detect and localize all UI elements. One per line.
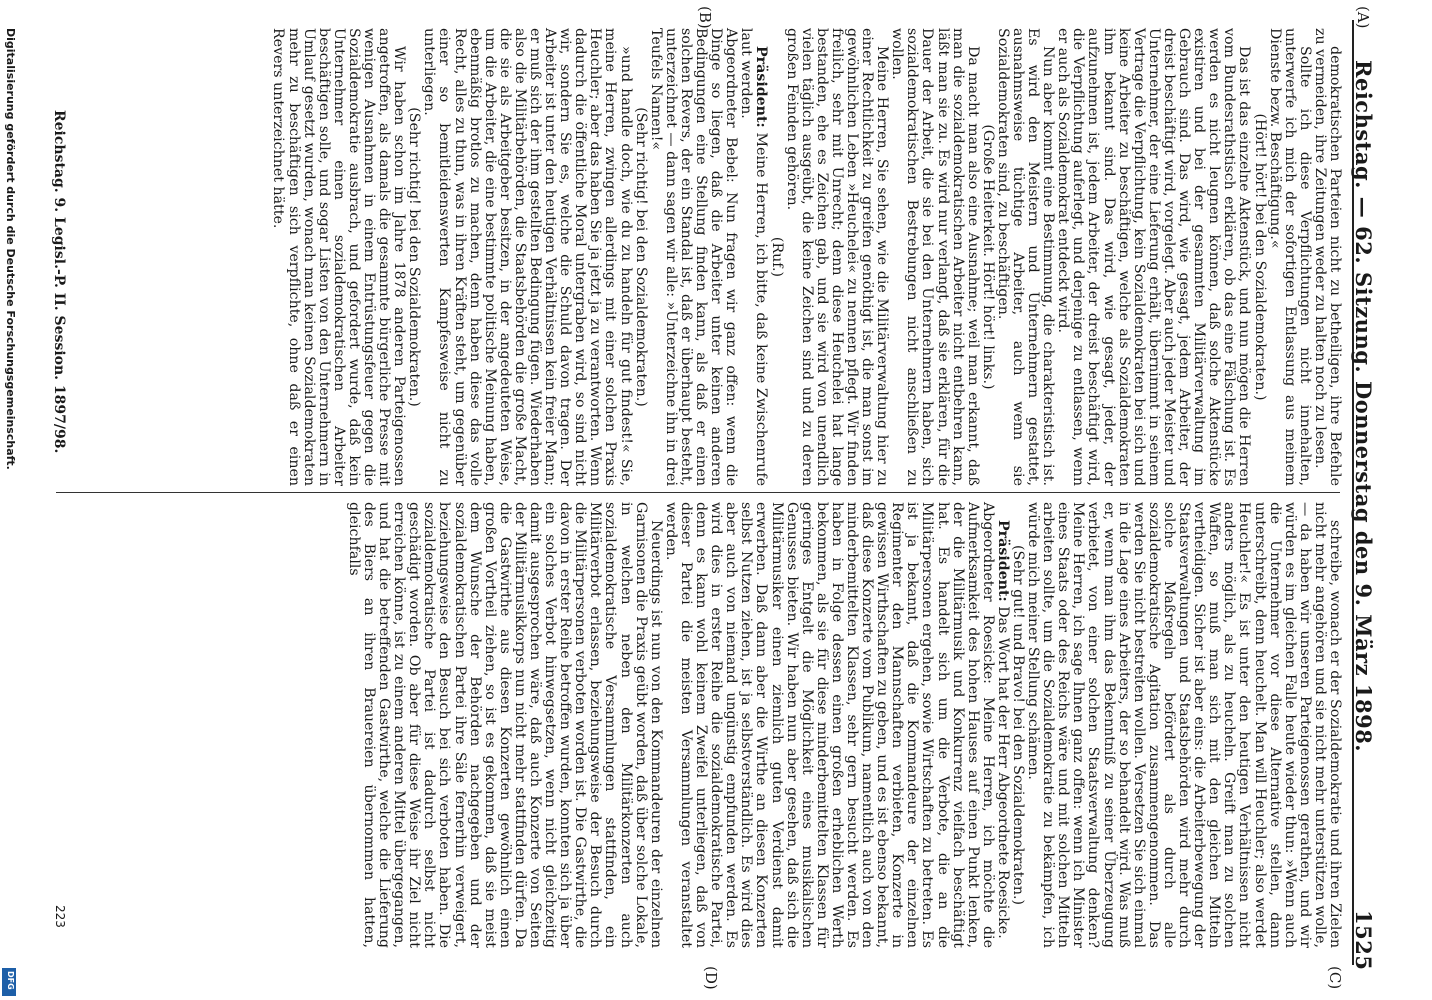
- dfg-attribution: Digitalisierung gefördert durch die Deutsche Forschungsgemeinschaft.: [4, 28, 17, 470]
- speaker-label: Präsident:: [753, 46, 770, 128]
- interjection: (Ruf.): [768, 236, 785, 278]
- speech-paragraph: [738, 28, 768, 486]
- speech-text: Das Wort hat der Herr Abgeordnete Roesicke.: [994, 606, 1011, 939]
- interjection: (Hört! hört! bei den Sozialdemokraten.): [1251, 113, 1268, 401]
- column-divider: [56, 492, 1340, 493]
- running-title: Reichstag. — 62. Sitzung. Donnerstag den 9. März 1898.: [1351, 60, 1376, 753]
- body-paragraph: Meine Herren, Sie sehen, wie die Militärverwaltung hier zu einer Rechtlichkeit zu greifen genöthigt ist, die man sonst im gewöhnlichen Leben »Heuchelei« zu nennen pflegt. Wir finden freilich, sehr mit Unrecht; denn diese Heuchelei hat lange bestanden, ehe es Zeichen gab, und sie wird von unendlich vielen täglich ausgeübt, die keine Zeichen sind und zu deren großen Feinden gehören.: [783, 28, 891, 486]
- body-paragraph: Nun aber kommt eine Bestimmung, die charakteristisch ist. Es wird den Meistern und Unternehmern gestattet, ausnahmsweise tüchtige Arbeiter, auch wenn sie Sozialdemokraten sind, zu beschäftigen.: [994, 28, 1057, 486]
- margin-mark-d: (D): [702, 966, 720, 990]
- margin-mark-b: (B): [696, 6, 714, 29]
- speech-text: Meine Herren, ich bitte, daß keine Zwischenrufe laut werden.: [738, 28, 770, 486]
- interjection: (Sehr richtig! bei den Sozialdemokraten.): [406, 107, 423, 407]
- margin-mark-a: (A): [1354, 6, 1372, 29]
- body-paragraph: Neuerdings ist nun von den Kommandeuren der einzelnen Garnisonen die Praxis geübt worden, daß über solche Lokale, in welchen neben den Militärkonzerten auch sozialdemokratische Versammlungen stattfinden, ein Militärverbot erlassen, beziehungsweise der Besuch durch die Militärpersonen verboten worden ist. Die Gastwirthe, die davon in erster Reihe betroffen wurden, konnten sich ja über ein solches Verbot hinwegsetzen, wenn nicht gleichzeitig damit ausgesprochen wäre, daß auch Konzerte von Seiten der Militärmusikkorps nun nicht mehr stattfinden dürfen. Da die Gastwirthe aus diesen Konzerten gewöhnlich einen großen Vortheil ziehen, so ist es gekommen, daß sie meist dem Wunsche der Behörden nachgegeben und der sozialdemokratischen Partei ihre Säle fernerhin verweigert, beziehungsweise den Besuch bei sich verboten haben. Die sozialdemokratische Partei ist dadurch selbst nicht geschädigt worden. Ob aber für diese Weise ihr Ziel nicht erreichen könne, ist zu einem anderen Mittel übergegangen, und hat die betreffenden Gastwirthe, welche die Lieferung des Biers an ihren Brauereien übernommen hatten, gleichfalls: [345, 502, 664, 948]
- body-paragraph: »und handle doch, wie du zu handeln für gut findest!« Sie, meine Herren, zwingen allerdings mit einer solchen Praxis Heuchler; aber das haben Sie ja jetzt ja zu verantworten. Wenn dadurch die öffentliche Moral untergraben wird, so sind nicht wir, sondern Sie es, welche die Schuld davon tragen. Der Arbeiter ist unter den heutigen Verhältnissen kein freier Mann; er muß sich der ihm gestellten Bedingung fügen. Wiederhaben also die Militärbehörden, die Staatsbehörden die große Macht, die sie als Arbeitgeber besitzen, in der angedeuteten Weise, um die Arbeiter, die eine bestimmte politische Meinung haben, ebenmäßig brotlos zu machen, denn haben diese das volle Recht, alles zu thun, was in ihren Kräften steht, um gegenüber einer so bemitleidenswerten Kampfesweise nicht zu unterliegen.: [421, 28, 634, 486]
- speech-paragraph: [995, 502, 1010, 948]
- body-paragraph: Abgeordneter Bebel: Nun fragen wir ganz offen: wenn die Dinge so liegen, daß die Arbeiter unter keinen anderen Bedingungen eine Stellung finden kann, als daß er einen solchen Revers, der ein Standal ist, daß er überhaupt besteht, unterzeichnet — dann sagen wir alle: »Unterzeichne ihn in drei Teufels Namen!«: [647, 28, 740, 486]
- dfg-logo-label: DFG: [6, 971, 15, 990]
- session-reference: Reichstag. 9. Legisl.-P. II. Session. 1897/98.: [51, 110, 67, 454]
- interjection: (Große Heiterkeit. Hört! hört! links.): [979, 124, 996, 390]
- body-paragraph: demokratischen Parteien nicht zu betheiligen, ihre Befehle zu vermeiden, ihre Zeitungen weder zu halten noch zu lesen.: [1311, 28, 1343, 486]
- dfg-logo-icon: [2, 968, 16, 996]
- text-column-left: [62, 28, 1342, 486]
- body-paragraph: Sollte ich diese Verpflichtungen nicht innehalten, unterwerfe ich mich der sofortigen Entlassung aus meinem Dienste bezw. Beschäftigung.«: [1266, 28, 1313, 486]
- speaker-label: Präsident:: [994, 520, 1011, 602]
- interjection: (Sehr richtig! bei den Sozialdemokraten.): [632, 107, 649, 407]
- body-paragraph: Das ist das einzelne Aktenstück, und nun mögen die Herren vom Bundesrathstisch erklären, ob das eine Fälschung ist. Es werden es nicht leugnen können, daß solche Aktenstücke existiren und bei der gesammten Militärverwaltung im Gebrauch sind. Das wird, wie gesagt, jedem Arbeiter, der dreist beschäftigt wird, vorgelegt. Aber auch jeder Meister und Unternehmer, der eine Lieferung erhält, übernimmt in seinem Vertrage die Verpflichtung, kein Sozialdemokraten bei sich und keine Arbeiter zu beschäftigen, welche als Sozialdemokraten ihm bekannt sind. Das wird, wie gesagt, jeder, der aufzunehmen ist, jedem Arbeiter, der dreist beschäftigt wird, die Verpflichtung auferlegt, und derjenige zu entlassen, wenn er auch als Sozialdemokrat entdeckt wird.: [1055, 28, 1253, 486]
- body-paragraph: schreibe, wonach er der Sozialdemokratie und ihren Zielen nicht mehr angehören und sie nicht mehr unterstützen wolle, — da haben wir unseren Parteigenossen gerathen, und wir würden es im gleichen Falle heute wieder thun: »Wenn auch die Unternehmer vor diese Alternative stellen, dann unterschreibt, denn heuchelt. Man will Heuchler; also werdet Heuchler!« Es ist unter den heutigen Verhältnissen nicht anders möglich, als zu heucheln. Greift man zu solchen Waffen, so muß man sich mit den gleichen Mitteln vertheidigen. Sicher ist aber eins: die Arbeiterbewegung der Staatsverwaltungen und Staatsbehörden wird mehr durch solche Maßregeln befördert als durch alle sozialdemokratische Agitation zusammengenommen. Das werden Sie nicht bestreiten wollen. Versetzen Sie sich einmal in die Lage eines Arbeiters, der so behandelt wird. Was muß er, wenn man ihm das Bekenntniß zu seiner Überzeugung verbietet, von einer solchen Staatsverwaltung denken? Meine Herren, ich sage Ihnen ganz offen: wenn ich Minister eines Staats oder des Reichs wäre und mit solchen Mitteln arbeiten sollte, um die Sozialdemokratie zu bekämpfen, ich würde mich meiner Stellung schämen.: [1025, 502, 1343, 948]
- body-paragraph: Abgeordneter Roesicke: Meine Herren, ich möchte die Aufmerksamkeit des hohen Hauses auf einen Punkt lenken, der die Militärmusik und Konkurrenz vielfach beschäftigt hat. Es handelt sich um die Verbote, die an die Militärpersonen ergehen, sowie Wirtschaften zu betreten. Es ist ja bekannt, daß die Kommandeure der einzelnen Regimenter den Mannschaften verbieten, Konzerte in gewissen Wirthschaften zu geben, und es ist ebenso bekannt, daß diese Konzerte vom Publikum, namentlich auch von den minderbemittelten Klassen, sehr gern besucht werden. Es haben in Folge dessen einen großen erheblichen Werth bekommen, als sie für diese minderbemittelten Klassen für geringes Entgelt die Möglichkeit eines musikalischen Genusses bieten. Wir haben nun aber gesehen, daß sich die Militärmusiker einen ziemlich guten Verdienst damit erwerben. Daß dann aber die Wirthe an diesen Konzerten selbst Nutzen ziehen, ist ja selbstverständlich. Es wird dies aber auch von niemand ungünstig empfunden werden. Es wird dies in erster Reihe die sozialdemokratische Partei, denn es kann wohl keinem Zweifel unterliegen, daß von dieser Partei die meisten Versammlungen veranstaltet werden.: [662, 502, 996, 948]
- interjection: (Sehr gut! und Bravo! bei den Sozialdemokraten.): [1010, 544, 1027, 906]
- sheet-signature: 223: [53, 905, 67, 928]
- page-number: 1525: [1351, 910, 1376, 971]
- text-column-right: [62, 502, 1342, 948]
- margin-mark-c: (C): [1326, 966, 1344, 990]
- body-paragraph: Da macht man also eine Ausnahme; weil man erkannt, daß man die sozialdemokratischen Arbeiter nicht entbehren kann, läßt man sie zu. Es wird nur verlangt, daß sie erklären, für die Dauer der Arbeit, die sie bei den Unternehmern haben, sich sozialdemokratischen Bestrebungen nicht anschließen zu wollen.: [889, 28, 981, 486]
- body-paragraph: Wir haben schon im Jahre 1878 anderen Parteigenossen angetroffen, als damals die gesammte bürgerliche Presse mit wenigen Ausnahmen in einem Entrüstungsfeuer gegen die Sozialdemokratie ausbrach, und gefordert wurde, daß kein Unternehmer einen sozialdemokratischen Arbeiter beschäftigen solle, und sogar Listen von den Unternehmern in Umlauf gesetzt wurden, wonach man keinen Sozialdemokraten mehr zu beschäftigen sich verpflichte, ohne daß er einen Revers unterzeichnet hätte.: [270, 28, 408, 486]
